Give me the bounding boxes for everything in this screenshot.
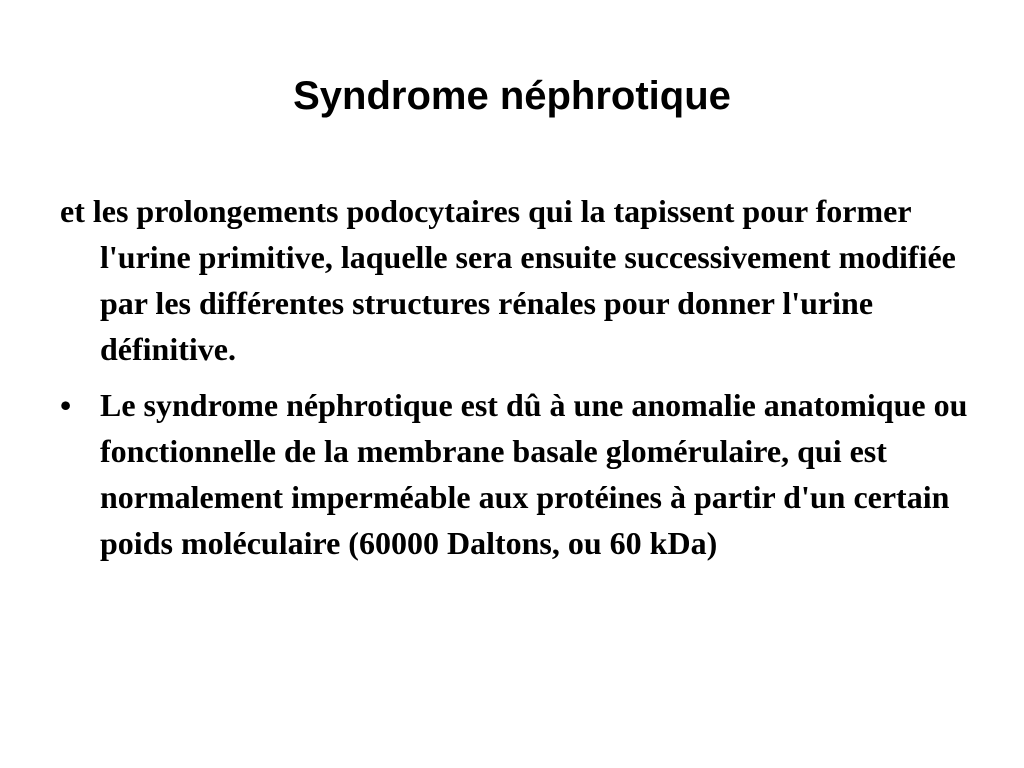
bullet-marker: •	[60, 387, 72, 423]
slide-body	[60, 188, 980, 566]
continuation-paragraph: et les prolongements podocytaires qui la tapissent pour former l'urine primitive, laquelle sera ensuite successivement modifiée par les différentes structures rénales pour donner l'urine définitive.	[60, 193, 956, 367]
bullet-text: Le syndrome néphrotique est dû à une anomalie anatomique ou fonctionnelle de la membrane basale glomérulaire, qui est normalement imperméable aux protéines à partir d'un certain poids moléculaire (60000 Daltons, ou 60 kDa)	[100, 387, 968, 561]
bullet-item	[60, 382, 980, 566]
slide-title: Syndrome néphrotique	[293, 74, 731, 118]
